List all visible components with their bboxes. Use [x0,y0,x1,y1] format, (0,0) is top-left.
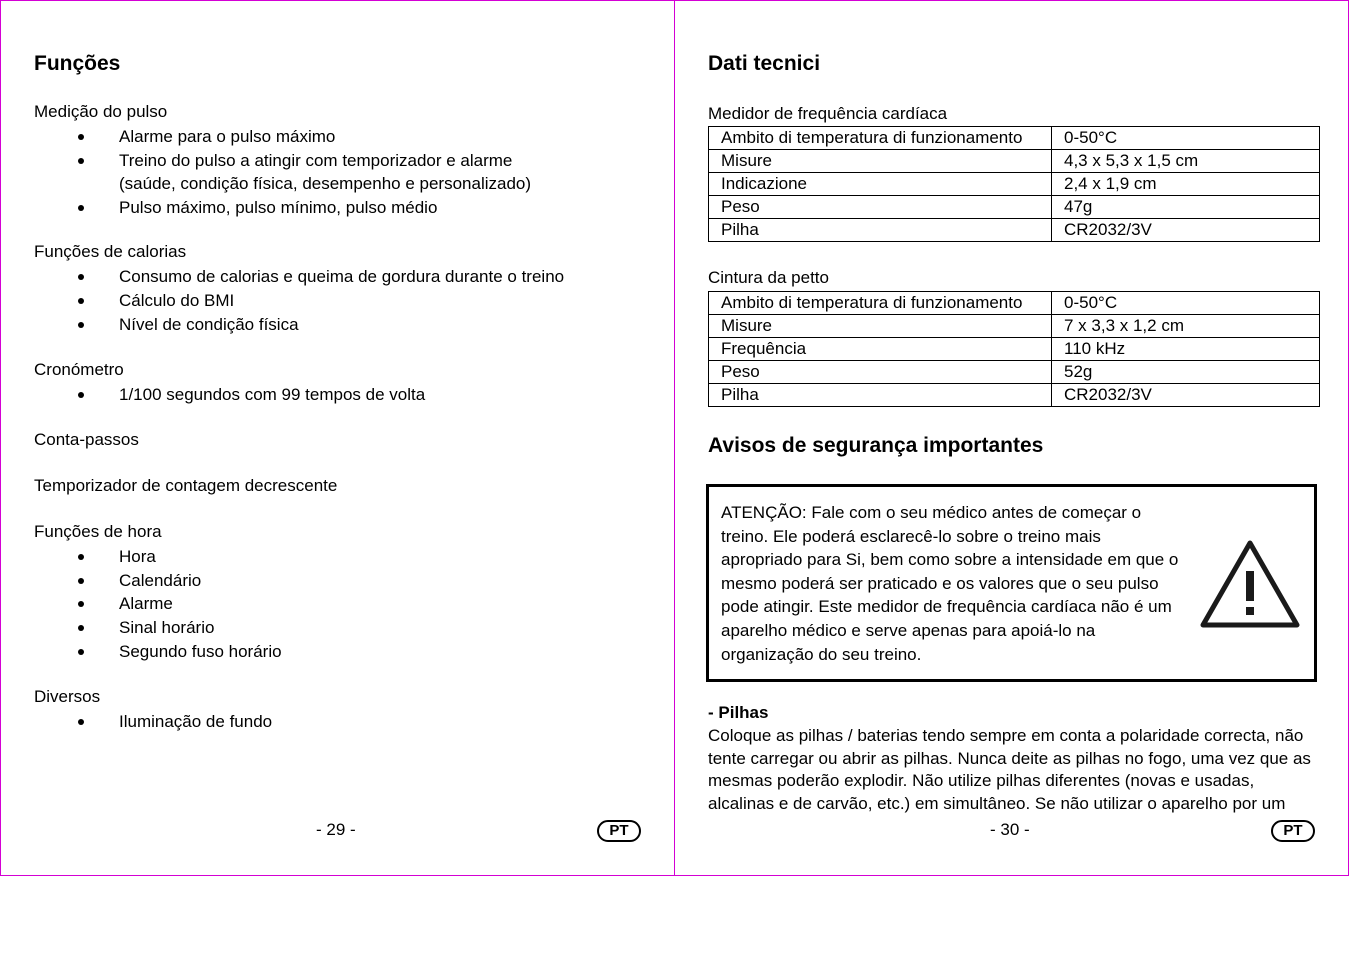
section-heading: Cronómetro [34,360,124,379]
spec-label-cell: Pilha [709,384,1052,407]
spec-label-cell: Peso [709,196,1052,219]
spec-label-cell: Frequência [709,338,1052,361]
list-item: Cálculo do BMI [119,291,235,310]
table-row [709,338,1320,361]
spec-table-heart-rate-monitor [708,126,1320,242]
table-row [709,196,1320,219]
section-title: Avisos de segurança importantes [708,434,1044,457]
table-caption: Medidor de frequência cardíaca [708,104,948,123]
page-number: - 30 - [990,820,1030,839]
bullet-icon [78,392,84,398]
spec-label-cell: Ambito di temperatura di funzionamento [709,292,1052,315]
spec-value-cell: 2,4 x 1,9 cm [1052,173,1320,196]
table-row [709,292,1320,315]
list-item: Hora [119,547,156,566]
page-number: - 29 - [316,820,356,839]
batteries-heading: - Pilhas [708,703,769,722]
spec-label-cell: Misure [709,150,1052,173]
list-item: Alarme [119,594,173,613]
table-row [709,361,1320,384]
bullet-icon [78,274,84,280]
spec-value-cell: CR2032/3V [1052,384,1320,407]
spec-value-cell: 0-50°C [1052,127,1320,150]
bullet-icon [78,298,84,304]
spec-label-cell: Indicazione [709,173,1052,196]
bullet-icon [78,649,84,655]
section-heading: Conta-passos [34,430,139,449]
bullet-icon [78,601,84,607]
table-caption: Cintura da petto [708,268,829,287]
spec-value-cell: 52g [1052,361,1320,384]
spec-value-cell: 0-50°C [1052,292,1320,315]
bullet-icon [78,205,84,211]
spec-table-chest-belt [708,291,1320,407]
page-title: Dati tecnici [708,52,821,75]
table-row [709,150,1320,173]
list-item: Treino do pulso a atingir com temporizador e alarme [119,151,513,170]
page-title: Funções [34,52,121,75]
spec-value-cell: 4,3 x 5,3 x 1,5 cm [1052,150,1320,173]
language-badge: PT [1271,820,1315,842]
list-item: Calendário [119,571,202,590]
table-row [709,384,1320,407]
warning-text: ATENÇÃO: Fale com o seu médico antes de começar o treino. Ele poderá esclarecê-lo sobre o treino mais apropriado para Si, bem como sobre a intensidade em que o mesmo poderá ser praticado e os valores que o seu pulso pode atingir. Este medidor de frequência cardíaca não é um aparelho médico e serve apenas para apoiá-lo na organização do seu treino. [721,503,1179,664]
list-item-continuation: (saúde, condição física, desempenho e personalizado) [119,174,532,193]
list-item: 1/100 segundos com 99 tempos de volta [119,385,426,404]
list-item: Sinal horário [119,618,215,637]
table-row [709,173,1320,196]
list-item: Consumo de calorias e queima de gordura durante o treino [119,267,565,286]
warning-box [706,484,1317,682]
spec-value-cell: 47g [1052,196,1320,219]
warning-triangle-icon [1199,539,1301,629]
spec-label-cell: Misure [709,315,1052,338]
table-row [709,127,1320,150]
section-heading: Medição do pulso [34,102,168,121]
bullet-icon [78,134,84,140]
table-row [709,219,1320,242]
bullet-icon [78,158,84,164]
spec-label-cell: Ambito di temperatura di funzionamento [709,127,1052,150]
list-item: Segundo fuso horário [119,642,282,661]
bullet-icon [78,322,84,328]
list-item: Iluminação de fundo [119,712,273,731]
table-row [709,315,1320,338]
list-item: Nível de condição física [119,315,299,334]
bullet-icon [78,554,84,560]
spec-label-cell: Pilha [709,219,1052,242]
bullet-icon [78,625,84,631]
spec-value-cell: 110 kHz [1052,338,1320,361]
list-item: Alarme para o pulso máximo [119,127,336,146]
batteries-paragraph: Coloque as pilhas / baterias tendo sempre em conta a polaridade correcta, não tente carregar ou abrir as pilhas. Nunca deite as pilhas no fogo, uma vez que as mesmas poderão explodir. Não utilize pilhas diferentes (novas e usadas, alcalinas e de carvão, etc.) em simultâneo. Se não utilizar o aparelho por um [708,726,1311,813]
language-badge: PT [597,820,641,842]
bullet-icon [78,719,84,725]
spec-label-cell: Peso [709,361,1052,384]
list-item: Pulso máximo, pulso mínimo, pulso médio [119,198,438,217]
spec-value-cell: CR2032/3V [1052,219,1320,242]
spec-value-cell: 7 x 3,3 x 1,2 cm [1052,315,1320,338]
section-heading: Diversos [34,687,101,706]
bullet-icon [78,578,84,584]
section-heading: Funções de calorias [34,242,187,261]
section-heading: Funções de hora [34,522,162,541]
section-heading: Temporizador de contagem decrescente [34,476,338,495]
